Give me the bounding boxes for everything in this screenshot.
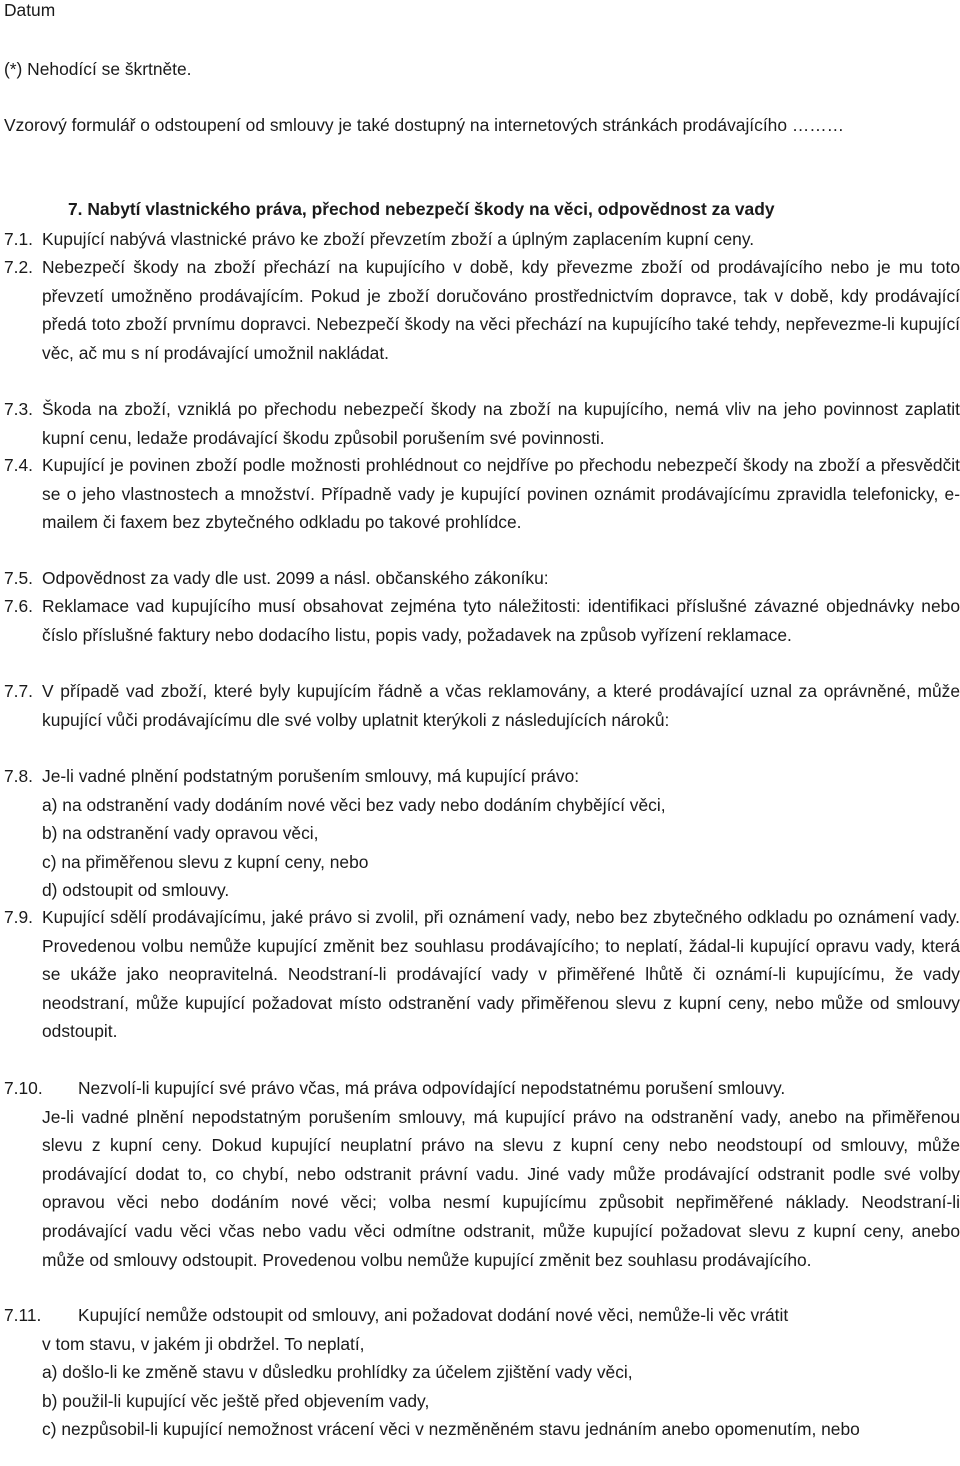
clause-number: 7.1.: [4, 229, 34, 249]
list-item: d) odstoupit od smlouvy.: [42, 880, 230, 901]
list-item: c) na přiměřenou slevu z kupní ceny, nebo: [42, 851, 369, 872]
clause-number: 7.7.: [4, 681, 34, 701]
clause-text: Reklamace vad kupujícího musí obsahovat zejména tyto náležitosti: identifikaci příslušné závazné objednávky nebo číslo příslušné faktury nebo dodacího listu, popis vady, požadavek na způsob vyřízení reklamace.: [42, 596, 960, 645]
list-item: a) na odstranění vady dodáním nové věci bez vady nebo dodáním chybějící věci,: [42, 794, 666, 815]
clause-text: V případě vad zboží, které byly kupujícím řádně a včas reklamovány, a které prodávající uznal za oprávněné, může kupující vůči prodávajícímu dle své volby uplatnit kterýkoli z následujících nároků:: [42, 681, 960, 730]
clause-text: Kupující nemůže odstoupit od smlouvy, ani požadovat dodání nové věci, nemůže-li věc vrátit: [78, 1305, 789, 1325]
clause-text: Kupující je povinen zboží podle možnosti prohlédnout co nejdříve po přechodu nebezpečí škody na zboží a přesvědčit se o jeho vlastnostech a množství. Případně vady je kupující povinen oznámit prodávajícímu zpravidla telefonicky, e-mailem či faxem bez zbytečného odkladu po takové prohlídce.: [42, 455, 960, 533]
clause-text: Škoda na zboží, vzniklá po přechodu nebezpečí škody na zboží na kupujícího, nemá vliv na jeho povinnost zaplatit kupní cenu, ledaže prodávající škodu způsobil porušením své povinnosti.: [42, 399, 960, 448]
clause-7-7: [4, 677, 960, 734]
clause-number: 7.5.: [4, 568, 34, 588]
clause-number: 7.2.: [4, 257, 34, 277]
clause-number: 7.4.: [4, 455, 34, 475]
clause-number: 7.6.: [4, 596, 34, 616]
clause-7-4: [4, 451, 960, 537]
clause-7-3: [4, 395, 960, 452]
list-item: c) nezpůsobil-li kupující nemožnost vrácení věci v nezměněném stavu jednáním anebo opomenutím, nebo: [42, 1419, 860, 1440]
clause-number: 7.9.: [4, 907, 34, 927]
clause-7-10: [4, 1074, 960, 1274]
clause-text-continued: Je-li vadné plnění nepodstatným porušením smlouvy, má kupující právo na odstranění vady, anebo na přiměřenou slevu z kupní ceny. Dokud kupující neuplatní právo na slevu z kupní ceny nebo neodstoupí od smlouvy, může prodávající dodat to, co chybí, nebo odstranit právní vadu. Jiné vady může prodávající odstranit podle své volby opravou věci nebo dodáním nové věci; volba nesmí kupujícímu způsobit nepřiměřené náklady. Neodstraní-li prodávající vadu věci včas nebo vadu věci odmítne odstranit, může kupující požadovat slevu z kupní ceny, anebo může od smlouvy odstoupit. Provedenou volbu nemůže kupující změnit bez souhlasu prodávajícího.: [42, 1106, 960, 1270]
clause-7-8: [4, 762, 960, 905]
clause-7-1: [4, 225, 960, 254]
section-7-title: 7. Nabytí vlastnického práva, přechod nebezpečí škody na věci, odpovědnost za vady: [68, 199, 775, 219]
clause-number: 7.8.: [4, 766, 34, 786]
clause-7-11: [4, 1301, 960, 1444]
clause-text-continued: v tom stavu, v jakém ji obdržel. To neplatí,: [42, 1333, 365, 1354]
clause-text: Kupující sdělí prodávajícímu, jaké právo si zvolil, při oznámení vady, nebo bez zbytečného odkladu po oznámení vady. Provedenou volbu nemůže kupující změnit bez souhlasu prodávajícího; to neplatí, žádal-li kupující opravu vady, která se ukáže jako neopravitelná. Neodstraní-li prodávající vady v přiměřené lhůtě či oznámí-li kupujícímu, že vady neodstraní, může kupující požadovat místo odstranění vady přiměřenou slevu z kupní ceny, nebo může od smlouvy odstoupit.: [42, 907, 960, 1042]
strikethrough-note: (*) Nehodící se škrtněte.: [4, 59, 192, 79]
clause-text: Kupující nabývá vlastnické právo ke zboží převzetím zboží a úplným zaplacením kupní ceny.: [42, 229, 755, 249]
clause-7-2: [4, 253, 960, 367]
clause-text: Je-li vadné plnění podstatným porušením smlouvy, má kupující právo:: [42, 766, 580, 786]
clause-text: Odpovědnost za vady dle ust. 2099 a násl. občanského zákoníku:: [42, 568, 549, 588]
clause-7-6: [4, 592, 960, 649]
list-item: a) došlo-li ke změně stavu v důsledku prohlídky za účelem zjištění vady věci,: [42, 1362, 633, 1383]
form-availability-note: Vzorový formulář o odstoupení od smlouvy je také dostupný na internetových stránkách prodávajícího ………: [4, 115, 845, 135]
clause-number: 7.3.: [4, 399, 34, 419]
list-item: b) na odstranění vady opravou věci,: [42, 823, 319, 844]
datum-label: Datum: [4, 0, 56, 20]
clause-text: Nebezpečí škody na zboží přechází na kupujícího v době, kdy převezme zboží od prodávajícího nebo je mu toto převzetí umožněno prodávajícím. Pokud je zboží doručováno prostřednictvím dopravce, tak v době, kdy prodávající předá toto zboží prvnímu dopravci. Nebezpečí škody na věci přechází na kupujícího také tehdy, nepřevezme-li kupující věc, ač mu s ní prodávající umožnil nakládat.: [42, 257, 960, 363]
clause-7-5: [4, 564, 960, 593]
clause-number: 7.11.: [4, 1305, 42, 1325]
clause-number: 7.10.: [4, 1078, 43, 1098]
list-item: b) použil-li kupující věc ještě před objevením vady,: [42, 1390, 430, 1411]
clause-text: Nezvolí-li kupující své právo včas, má práva odpovídající nepodstatnému porušení smlouvy.: [78, 1078, 786, 1098]
clause-7-9: [4, 903, 960, 1046]
